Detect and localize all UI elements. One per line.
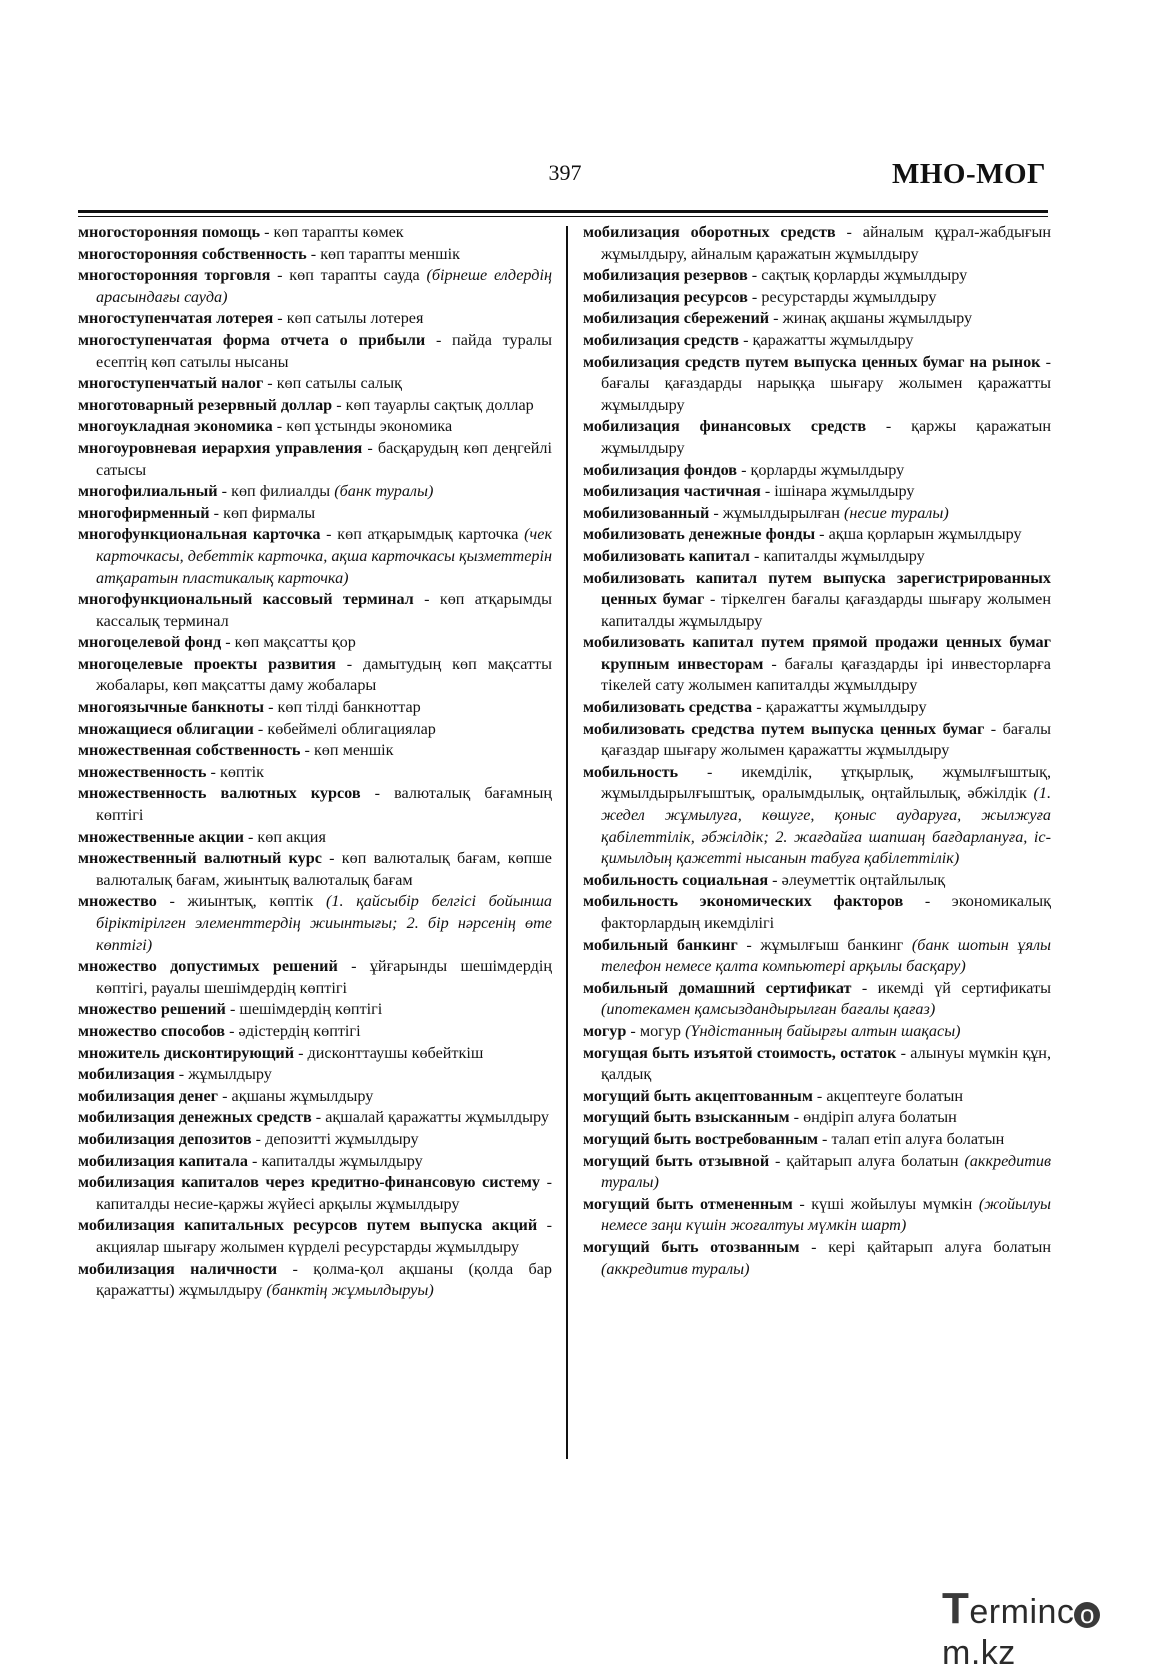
entry-definition: депозитті жұмылдыру (265, 1129, 419, 1148)
entry-definition: капиталды жұмылдыру (261, 1151, 423, 1170)
entry-term: многосторонняя торговля (78, 266, 271, 285)
dictionary-entry: множитель дисконтирующий - дисконттаушы көбейткіш (78, 1043, 484, 1062)
dictionary-entry: многофункциональная карточка - көп атқарымдық карточка (чек карточкасы, дебеттік карточка, ақша карточкасы қызметтерін атқаратын пластикалық карточка) (78, 525, 553, 587)
entry-definition: өндіріп алуға болатын (803, 1108, 957, 1127)
termincom-logo: Terminc om.kz (942, 1584, 1158, 1673)
entry-definition: қолма-қол ақшаны (қолда бар қаражатты) жұмылдыру (96, 1259, 553, 1300)
entry-definition: сақтық қорларды жұмылдыру (761, 266, 968, 285)
header-rule-thin (78, 216, 1048, 217)
entry-note: (чек карточкасы, дебеттік карточка, ақша карточкасы қызметтерін атқаратын пластикалық карточка) (96, 525, 553, 587)
entry-term: многофирменный (78, 503, 210, 522)
dictionary-entry: множественность - көптік (78, 762, 265, 781)
entry-definition: икемділік, ұтқырлық, жұмылғыштық, жұмылдырылғыштық, оралымдылық, оңтайлылық, әбжілдік (601, 762, 1052, 803)
entry-term: множество допустимых решений (78, 957, 338, 976)
dictionary-entry: множество допустимых решений - ұйғарынды шешімдердің көптігі, рауалы шешімдердің көптігі (78, 957, 552, 997)
entry-definition: қайтарып алуға болатын (786, 1151, 959, 1170)
entry-term: множитель дисконтирующий (78, 1043, 295, 1062)
dictionary-entry: множество способов - әдістердің көптігі (78, 1021, 361, 1040)
entry-term: могущий быть отмененным (583, 1194, 793, 1213)
entry-definition: көп сатылы лотерея (286, 309, 424, 328)
entry-note: (аккредитив туралы) (601, 1151, 1052, 1192)
entry-term: мобилизовать капитал (583, 546, 750, 565)
entry-definition: қаржы қаражатын жұмылдыру (601, 417, 1051, 457)
entry-definition: валюталық бағамның көптігі (96, 784, 553, 825)
dictionary-entry: мобилизация фондов - қорларды жұмылдыру (583, 460, 905, 479)
entry-definition: көп тарапты көмек (273, 223, 404, 241)
entry-term: многоукладная экономика (78, 417, 273, 436)
entry-definition: қаражатты жұмылдыру (765, 698, 927, 717)
dictionary-entry: мобилизовать капитал - капиталды жұмылдыру (583, 546, 925, 565)
entry-definition: акцептеуге болатын (826, 1086, 964, 1105)
dictionary-entry: мобилизация - жұмылдыру (78, 1065, 272, 1084)
entry-term: многосторонняя помощь (78, 223, 261, 241)
dictionary-entry: мобилизовать средства путем выпуска ценных бумаг - бағалы қағаздар шығару жолымен қаражатты жұмылдыру (583, 719, 1051, 760)
dictionary-entry: многофилиальный - көп филиалды (банк туралы) (78, 482, 434, 501)
entry-term: мобилизовать капитал путем выпуска зарегистрированных ценных бумаг (583, 568, 1051, 609)
entry-term: множественность (78, 762, 207, 781)
dictionary-entry: могущий быть взысканным - өндіріп алуға болатын (583, 1108, 957, 1127)
entry-term: могущий быть акцептованным (583, 1086, 813, 1105)
entry-term: мобилизация денег (78, 1086, 219, 1105)
entry-term: мобилизация капиталов через кредитно-финансовую систему (78, 1173, 540, 1192)
entry-term: многоуровневая иерархия управления (78, 438, 363, 457)
dictionary-entry: мобилизовать капитал путем прямой продажи ценных бумаг крупным инвесторам - бағалы қағаздарды ірі инвесторларға тікелей сату жолымен капиталды жұмылдыру (583, 633, 1051, 695)
dictionary-entry: мобилизация капитальных ресурсов путем выпуска акций - акциялар шығару жолымен күрделі ресурстарды жұмылдыру (78, 1216, 552, 1256)
entry-term: могущий быть взысканным (583, 1108, 790, 1127)
dictionary-entry: мобилизация средств путем выпуска ценных бумаг на рынок - бағалы қағаздарды нарыққа шығару жолымен қаражатты жұмылдыру (583, 352, 1052, 414)
dictionary-entry: мобилизация капитала - капиталды жұмылдыру (78, 1151, 423, 1170)
entry-term: многосторонняя собственность (78, 244, 307, 263)
dictionary-entry: множество - жиынтық, көптік (1. қайсыбір белгісі бойынша біріктірілген элементтердің жиынтығы; 2. бір нәрсенің өте көптігі) (78, 892, 553, 954)
dictionary-entry: могущий быть отозванным - кері қайтарып алуға болатын (аккредитив туралы) (583, 1237, 1051, 1278)
dictionary-entry: могущий быть отзывной - қайтарып алуға болатын (аккредитив туралы) (583, 1151, 1052, 1192)
entry-term: многоступенчатая форма отчета о прибыли (78, 330, 426, 349)
dictionary-entry: многоцелевые проекты развития - дамытудың көп мақсатты жобалары, көп мақсатты даму жобалары (78, 654, 553, 695)
entry-term: множественные акции (78, 827, 244, 846)
entry-definition: жиынтық, көптік (187, 892, 314, 911)
entry-definition: көптік (219, 762, 265, 781)
entry-note: (1. жедел жұмылуға, көшуге, қоныс аударуға, жылжуға қабілеттілік, әбжілдік; 2. жағдайға шапшаң бағдарлануға, іс-қимылдың қажетті нысанын табуға қабілеттілік) (601, 784, 1051, 868)
dictionary-entry: многосторонняя помощь - көп тарапты көмек (78, 223, 404, 241)
entry-term: мобилизация (78, 1065, 175, 1084)
entry-term: многофункциональный кассовый терминал (78, 590, 414, 609)
right-column (583, 222, 1051, 1280)
entry-definition: шешімдердің көптігі (239, 1000, 383, 1019)
dictionary-entry: могущий быть отмененным - күші жойылуы мүмкін (жойылуы немесе заңи күшін жоғалтуы мүмкін шарт) (583, 1194, 1052, 1235)
entry-definition: басқарудың көп деңгейлі сатысы (96, 438, 552, 479)
entry-definition: ақшалай қаражатты жұмылдыру (325, 1108, 549, 1127)
entry-definition: көп тілді банкноттар (277, 698, 421, 717)
dictionary-entry: мобилизация частичная - ішінара жұмылдыру (583, 482, 915, 501)
entry-definition: көп атқарымды кассалық терминал (96, 590, 552, 630)
entry-term: мобилизовать денежные фонды (583, 525, 816, 544)
dictionary-entry: многоязычные банкноты - көп тілді банкноттар (78, 698, 421, 717)
dictionary-entry: мобилизация денежных средств - ақшалай қаражатты жұмылдыру (78, 1108, 549, 1127)
entry-term: многоступенчатая лотерея (78, 309, 274, 328)
entry-note: (бірнеше елдердің арасындағы сауда) (96, 266, 552, 306)
entry-definition: қорларды жұмылдыру (750, 460, 905, 479)
entry-term: могущий быть отозванным (583, 1237, 800, 1256)
entry-note: (банк шотын ұялы телефон немесе қалта компьютері арқылы басқару) (601, 935, 1052, 976)
entry-definition: бағалы қағаздарды ірі инвесторларға тікелей сату жолымен капиталды жұмылдыру (601, 654, 1051, 695)
entry-definition: жұмылғыш банкинг (760, 935, 904, 954)
entry-definition: акциялар шығару жолымен күрделі ресурстарды жұмылдыру (96, 1237, 520, 1256)
dictionary-entry: мобилизация наличности - қолма-қол ақшаны (қолда бар қаражатты) жұмылдыру (банктің жұмылдыруы) (78, 1259, 553, 1300)
dictionary-entry: множественный валютный курс - көп валюталық бағам, көпше валюталық бағам, жиынтық валюталық бағам (78, 849, 552, 889)
entry-term: мобильность (583, 762, 679, 781)
dictionary-entry: многоукладная экономика - көп ұстынды экономика (78, 417, 453, 436)
entry-definition: көбеймелі облигациялар (267, 719, 436, 738)
entry-term: множество способов (78, 1021, 226, 1040)
dictionary-entry: многосторонняя торговля - көп тарапты сауда (бірнеше елдердің арасындағы сауда) (78, 266, 552, 306)
dictionary-entry: мобилизация финансовых средств - қаржы қаражатын жұмылдыру (583, 417, 1051, 457)
entry-term: мобилизация капитала (78, 1151, 248, 1170)
entry-definition: көп мақсатты қор (234, 633, 356, 652)
entry-term: мобилизация средств путем выпуска ценных бумаг на рынок (583, 352, 1041, 371)
entry-term: многоцелевые проекты развития (78, 654, 336, 673)
dictionary-entry: мобильность - икемділік, ұтқырлық, жұмылғыштық, жұмылдырылғыштық, оралымдылық, оңтайлылық, әбжілдік (1. жедел жұмылуға, көшуге, қоныс аударуға, жылжуға қабілеттілік, әбжілдік; 2. жағдайға шапшаң бағдарлануға, іс-қимылдың қажетті нысанын табуға қабілеттілік) (583, 762, 1052, 868)
entry-term: могущая быть изъятой стоимость, остаток (583, 1043, 897, 1062)
entry-term: множество решений (78, 1000, 226, 1019)
entry-definition: әлеуметтік оңтайлылық (781, 870, 946, 889)
entry-definition: әдістердің көптігі (238, 1021, 361, 1040)
entry-definition: жұмылдырылған (722, 503, 840, 522)
entry-term: могур (583, 1021, 627, 1040)
entry-note: (1. қайсыбір белгісі бойынша біріктірілген элементтердің жиынтығы; 2. бір нәрсенің өте көптігі) (96, 892, 553, 954)
entry-note: (банктің жұмылдыруы) (266, 1281, 434, 1300)
entry-term: многофункциональная карточка (78, 525, 321, 544)
entry-definition: көп ұстынды экономика (286, 417, 453, 436)
entry-note: (аккредитив туралы) (601, 1259, 750, 1278)
entry-definition: ресурстарды жұмылдыру (761, 287, 937, 306)
entry-term: могущий быть востребованным (583, 1129, 818, 1148)
dictionary-entry: мобилизация депозитов - депозитті жұмылдыру (78, 1129, 419, 1148)
entry-term: множественный валютный курс (78, 849, 322, 868)
page-number: 397 (548, 160, 582, 185)
entry-term: мобилизовать средства (583, 698, 753, 717)
entry-term: мобилизованный (583, 503, 710, 522)
entry-definition: икемді үй сертификаты (877, 978, 1051, 997)
entry-term: мобилизация частичная (583, 482, 761, 501)
dictionary-entry: многофункциональный кассовый терминал - көп атқарымды кассалық терминал (78, 590, 552, 630)
entry-definition: дамытудың көп мақсатты жобалары, көп мақсатты даму жобалары (96, 654, 553, 695)
dictionary-entry: могур - могур (Үндістанның байырғы алтын шақасы) (583, 1021, 961, 1040)
dictionary-entry: мобилизовать капитал путем выпуска зарегистрированных ценных бумаг - тіркелген бағалы қағаздарды шығару жолымен капиталды жұмылдыру (583, 568, 1051, 630)
entry-definition: ақшаны жұмылдыру (231, 1086, 374, 1105)
dictionary-entry: многосторонняя собственность - көп тарапты меншік (78, 244, 460, 263)
entry-definition: жұмылдыру (188, 1065, 272, 1084)
dictionary-entry: мобилизация сбережений - жинақ ақшаны жұмылдыру (583, 309, 973, 328)
entry-definition: көп тарапты сауда (289, 266, 420, 285)
entry-term: многоступенчатый налог (78, 374, 264, 393)
dictionary-entry: мобильный банкинг - жұмылғыш банкинг (банк шотын ұялы телефон немесе қалта компьютері арқылы басқару) (583, 935, 1052, 976)
dictionary-entry: множественные акции - көп акция (78, 827, 326, 846)
entry-definition: қаражатты жұмылдыру (752, 330, 914, 349)
entry-note: (жойылуы немесе заңи күшін жоғалтуы мүмкін шарт) (601, 1194, 1052, 1235)
entry-definition: көп филиалды (231, 482, 331, 501)
entry-term: мобилизация денежных средств (78, 1108, 312, 1127)
entry-definition: көп сатылы салық (276, 374, 402, 393)
entry-note: (ипотекамен қамсыздандырылған бағалы қағаз) (601, 1000, 936, 1019)
dictionary-entry: множество решений - шешімдердің көптігі (78, 1000, 383, 1019)
dictionary-entry: многоступенчатая лотерея - көп сатылы лотерея (78, 309, 424, 328)
entry-definition: көп тарапты меншік (320, 244, 460, 263)
entry-definition: бағалы қағаздарды нарыққа шығару жолымен қаражатты жұмылдыру (601, 374, 1051, 414)
entry-definition: көп акция (257, 827, 326, 846)
entry-definition: көп фирмалы (223, 503, 316, 522)
entry-definition: жинақ ақшаны жұмылдыру (782, 309, 973, 328)
entry-term: мобильность экономических факторов (583, 892, 904, 911)
entry-definition: экономикалық факторлардың икемділігі (601, 892, 1051, 932)
entry-term: мобилизация наличности (78, 1259, 278, 1278)
dictionary-entry: многоступенчатый налог - көп сатылы салық (78, 374, 402, 393)
dictionary-entry: мобильность социальная - әлеуметтік оңтайлылық (583, 870, 946, 889)
entry-note: (банк туралы) (334, 482, 434, 501)
dictionary-entry: могущий быть востребованным - талап етіп алуға болатын (583, 1129, 1005, 1148)
entry-definition: талап етіп алуға болатын (831, 1129, 1005, 1148)
dictionary-entry: множественная собственность - көп меншік (78, 741, 394, 760)
dictionary-entry: мобилизованный - жұмылдырылған (несие туралы) (583, 503, 949, 522)
entry-definition: көп валюталық бағам, көпше валюталық бағам, жиынтық валюталық бағам (96, 849, 552, 889)
entry-term: могущий быть отзывной (583, 1151, 770, 1170)
entry-definition: дисконттаушы көбейткіш (307, 1043, 484, 1062)
entry-term: мобилизация капитальных ресурсов путем выпуска акций (78, 1216, 538, 1235)
dictionary-entry: мобилизация резервов - сақтық қорларды жұмылдыру (583, 266, 968, 285)
entry-term: мобилизовать средства путем выпуска ценных бумаг (583, 719, 985, 738)
entry-term: мобилизация резервов (583, 266, 748, 285)
entry-definition: ақша қорларын жұмылдыру (828, 525, 1022, 544)
entry-note: (несие туралы) (843, 503, 949, 522)
dictionary-entry: мобилизовать денежные фонды - ақша қорларын жұмылдыру (583, 525, 1022, 544)
entry-term: мобилизация ресурсов (583, 287, 748, 306)
entry-term: мобильный банкинг (583, 935, 738, 954)
entry-definition: күші жойылуы мүмкін (811, 1194, 973, 1213)
entry-definition: капиталды несие-қаржы жүйесі арқылы жұмылдыру (96, 1194, 460, 1213)
entry-term: множество (78, 892, 157, 911)
entry-definition: могур (639, 1021, 682, 1040)
dictionary-entry: многотоварный резервный доллар - көп тауарлы сақтық доллар (78, 395, 534, 414)
entry-term: мобилизовать капитал путем прямой продажи ценных бумаг крупным инвесторам (583, 633, 1051, 673)
entry-term: множащиеся облигации (78, 719, 254, 738)
entry-term: мобилизация сбережений (583, 309, 770, 328)
dictionary-entry: мобилизовать средства - қаражатты жұмылдыру (583, 698, 927, 717)
dictionary-entry: могущая быть изъятой стоимость, остаток - алынуы мүмкін құн, қалдық (583, 1043, 1052, 1084)
dictionary-entry: мобилизация капиталов через кредитно-финансовую систему - капиталды несие-қаржы жүйесі арқылы жұмылдыру (78, 1173, 552, 1213)
dictionary-entry: множественность валютных курсов - валюталық бағамның көптігі (78, 784, 553, 825)
running-head: МНО-МОГ (891, 158, 1046, 190)
entry-term: мобилизация оборотных средств (583, 223, 836, 241)
header-rule-thick (78, 210, 1048, 213)
entry-term: мобилизация финансовых средств (583, 417, 867, 436)
entry-term: множественность валютных курсов (78, 784, 361, 803)
dictionary-entry: мобильный домашний сертификат - икемді үй сертификаты (ипотекамен қамсыздандырылған бағалы қағаз) (583, 978, 1051, 1019)
entry-term: мобилизация фондов (583, 460, 738, 479)
column-divider (566, 226, 568, 1459)
entry-definition: көп меншік (313, 741, 394, 760)
entry-definition: айналым құрал-жабдығын жұмылдыру, айналым қаражатын жұмылдыру (601, 223, 1051, 263)
entry-term: многоцелевой фонд (78, 633, 222, 652)
entry-definition: капиталды жұмылдыру (763, 546, 925, 565)
dictionary-entry: многофирменный - көп фирмалы (78, 503, 316, 522)
dictionary-entry: множащиеся облигации - көбеймелі облигациялар (78, 719, 436, 738)
entry-note: (Үндістанның байырғы алтын шақасы) (685, 1021, 961, 1040)
dictionary-entry: многоступенчатая форма отчета о прибыли - пайда туралы есептің көп сатылы нысаны (78, 330, 552, 371)
dictionary-entry: мобилизация средств - қаражатты жұмылдыру (583, 330, 914, 349)
dictionary-entry: могущий быть акцептованным - акцептеуге болатын (583, 1086, 964, 1105)
dictionary-entry: многоуровневая иерархия управления - басқарудың көп деңгейлі сатысы (78, 438, 552, 479)
left-column (78, 222, 552, 1302)
entry-term: множественная собственность (78, 741, 301, 760)
entry-definition: көп атқарымдық карточка (337, 525, 519, 544)
entry-definition: алынуы мүмкін құн, қалдық (601, 1043, 1052, 1084)
entry-term: мобильный домашний сертификат (583, 978, 852, 997)
dictionary-entry: мобилизация ресурсов - ресурстарды жұмылдыру (583, 287, 937, 306)
entry-term: многоязычные банкноты (78, 698, 265, 717)
entry-term: многофилиальный (78, 482, 218, 501)
dictionary-entry: мобильность экономических факторов - экономикалық факторлардың икемділігі (583, 892, 1051, 932)
entry-definition: бағалы қағаздар шығару жолымен қаражатты жұмылдыру (601, 719, 1051, 760)
entry-term: мобилизация депозитов (78, 1129, 252, 1148)
entry-definition: тіркелген бағалы қағаздарды шығару жолымен капиталды жұмылдыру (601, 590, 1051, 630)
entry-definition: ішінара жұмылдыру (774, 482, 915, 501)
entry-definition: кері қайтарып алуға болатын (828, 1237, 1051, 1256)
dictionary-entry: многоцелевой фонд - көп мақсатты қор (78, 633, 356, 652)
entry-term: мобилизация средств (583, 330, 740, 349)
entry-term: мобильность социальная (583, 870, 769, 889)
dictionary-entry: мобилизация оборотных средств - айналым құрал-жабдығын жұмылдыру, айналым қаражатын жұмылдыру (583, 223, 1051, 263)
entry-definition: пайда туралы есептің көп сатылы нысаны (96, 330, 552, 371)
dictionary-entry: мобилизация денег - ақшаны жұмылдыру (78, 1086, 374, 1105)
entry-definition: көп тауарлы сақтық доллар (345, 395, 534, 414)
entry-term: многотоварный резервный доллар (78, 395, 333, 414)
entry-definition: ұйғарынды шешімдердің көптігі, рауалы шешімдердің көптігі (96, 957, 552, 997)
